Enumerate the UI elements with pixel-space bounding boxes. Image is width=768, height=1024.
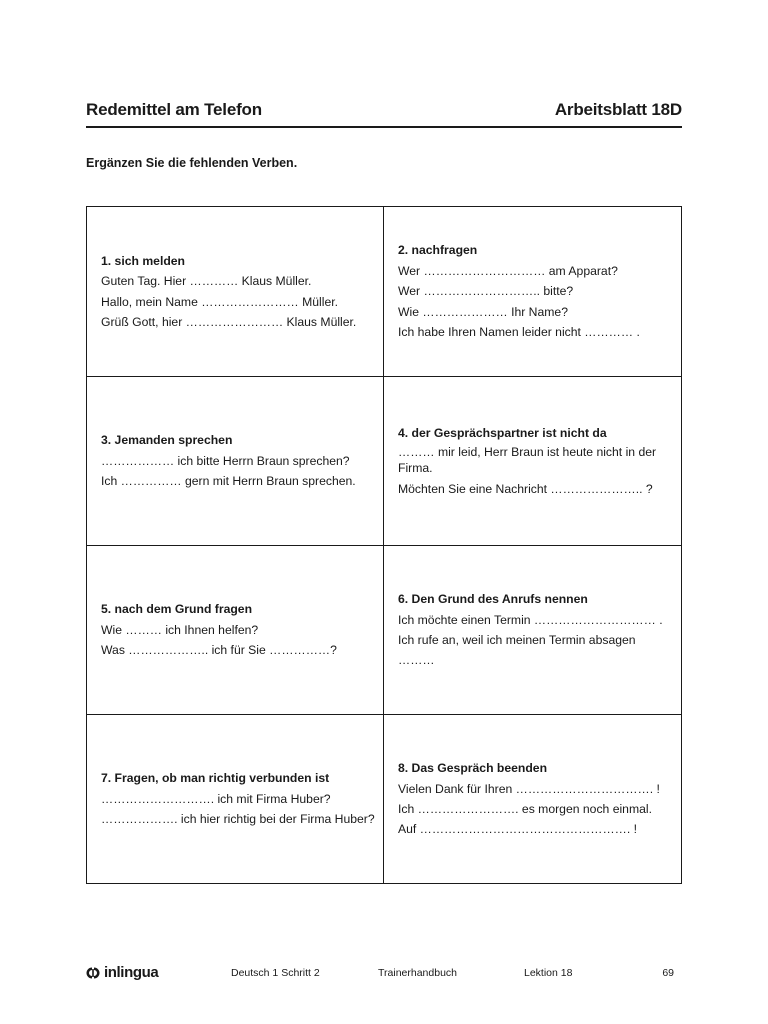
exercise-cell-7 xyxy=(87,715,384,883)
exercise-cell-1 xyxy=(87,207,384,377)
cell-line: Wie ……… ich Ihnen helfen? xyxy=(101,622,259,637)
cell-line: Hallo, mein Name …………………… Müller. xyxy=(101,294,339,309)
cell-line: Möchten Sie eine Nachricht ………………….. ? xyxy=(398,481,653,496)
cell-line: ………………………. ich mit Firma Huber? xyxy=(101,791,331,806)
exercise-cell-2 xyxy=(384,207,681,377)
cell-line: Ich …………… gern mit Herrn Braun sprechen. xyxy=(101,474,356,489)
cell-line: Vielen Dank für Ihren ……………………………. ! xyxy=(398,781,660,796)
inlingua-logo-icon xyxy=(86,966,100,980)
cell-line: ………………. ich hier richtig bei der Firma Huber? xyxy=(101,812,375,827)
cell-heading: 3. Jemanden sprechen xyxy=(101,433,233,448)
cell-line: Grüß Gott, hier …………………… Klaus Müller. xyxy=(101,314,357,329)
exercise-cell-3 xyxy=(87,377,384,546)
cell-line: Ich habe Ihren Namen leider nicht ………… . xyxy=(398,325,640,340)
cell-heading: 4. der Gesprächspartner ist nicht da xyxy=(398,426,607,441)
exercise-cell-6 xyxy=(384,546,681,715)
exercise-cell-5 xyxy=(87,546,384,715)
cell-heading: 6. Den Grund des Anrufs nennen xyxy=(398,592,588,607)
cell-line: Ich ……………………. es morgen noch einmal. xyxy=(398,802,652,816)
cell-line: ……… mir leid, Herr Braun ist heute nicht in der Firma. xyxy=(398,444,657,475)
exercise-cell-4 xyxy=(384,377,681,546)
cell-line: Wer ……………………….. bitte? xyxy=(398,284,574,299)
exercise-grid xyxy=(86,206,682,884)
cell-line: Wie ………………… Ihr Name? xyxy=(398,304,568,319)
exercise-cell-8 xyxy=(384,715,681,883)
inlingua-logo xyxy=(86,964,158,981)
cell-line: Was ……………….. ich für Sie ……………? xyxy=(101,643,337,658)
worksheet-number: Arbeitsblatt 18D xyxy=(554,100,682,119)
footer-lesson: Lektion 18 xyxy=(524,967,573,979)
cell-heading: 7. Fragen, ob man richtig verbunden ist xyxy=(101,771,330,786)
cell-line: ……………… ich bitte Herrn Braun sprechen? xyxy=(101,453,350,468)
page-footer xyxy=(86,964,682,984)
footer-course: Deutsch 1 Schritt 2 xyxy=(231,967,320,979)
cell-line: Wer ………………………… am Apparat? xyxy=(398,263,618,278)
footer-book: Trainerhandbuch xyxy=(378,967,457,979)
instruction-text: Ergänzen Sie die fehlenden Verben. xyxy=(86,156,298,170)
cell-heading: 2. nachfragen xyxy=(398,243,478,258)
cell-line: Auf ……………………………………………. ! xyxy=(398,822,638,837)
page-header xyxy=(86,98,682,128)
cell-heading: 1. sich melden xyxy=(101,253,185,268)
page-number: 69 xyxy=(662,967,674,979)
logo-wordmark: inlingua xyxy=(104,964,159,981)
cell-heading: 5. nach dem Grund fragen xyxy=(101,602,253,617)
cell-line: Ich rufe an, weil ich meinen Termin absagen ……… xyxy=(398,633,636,668)
cell-line: Ich möchte einen Termin ………………………… . xyxy=(398,612,663,627)
document-title: Redemittel am Telefon xyxy=(86,100,262,119)
cell-heading: 8. Das Gespräch beenden xyxy=(398,761,548,776)
cell-line: Guten Tag. Hier ………… Klaus Müller. xyxy=(101,274,312,289)
